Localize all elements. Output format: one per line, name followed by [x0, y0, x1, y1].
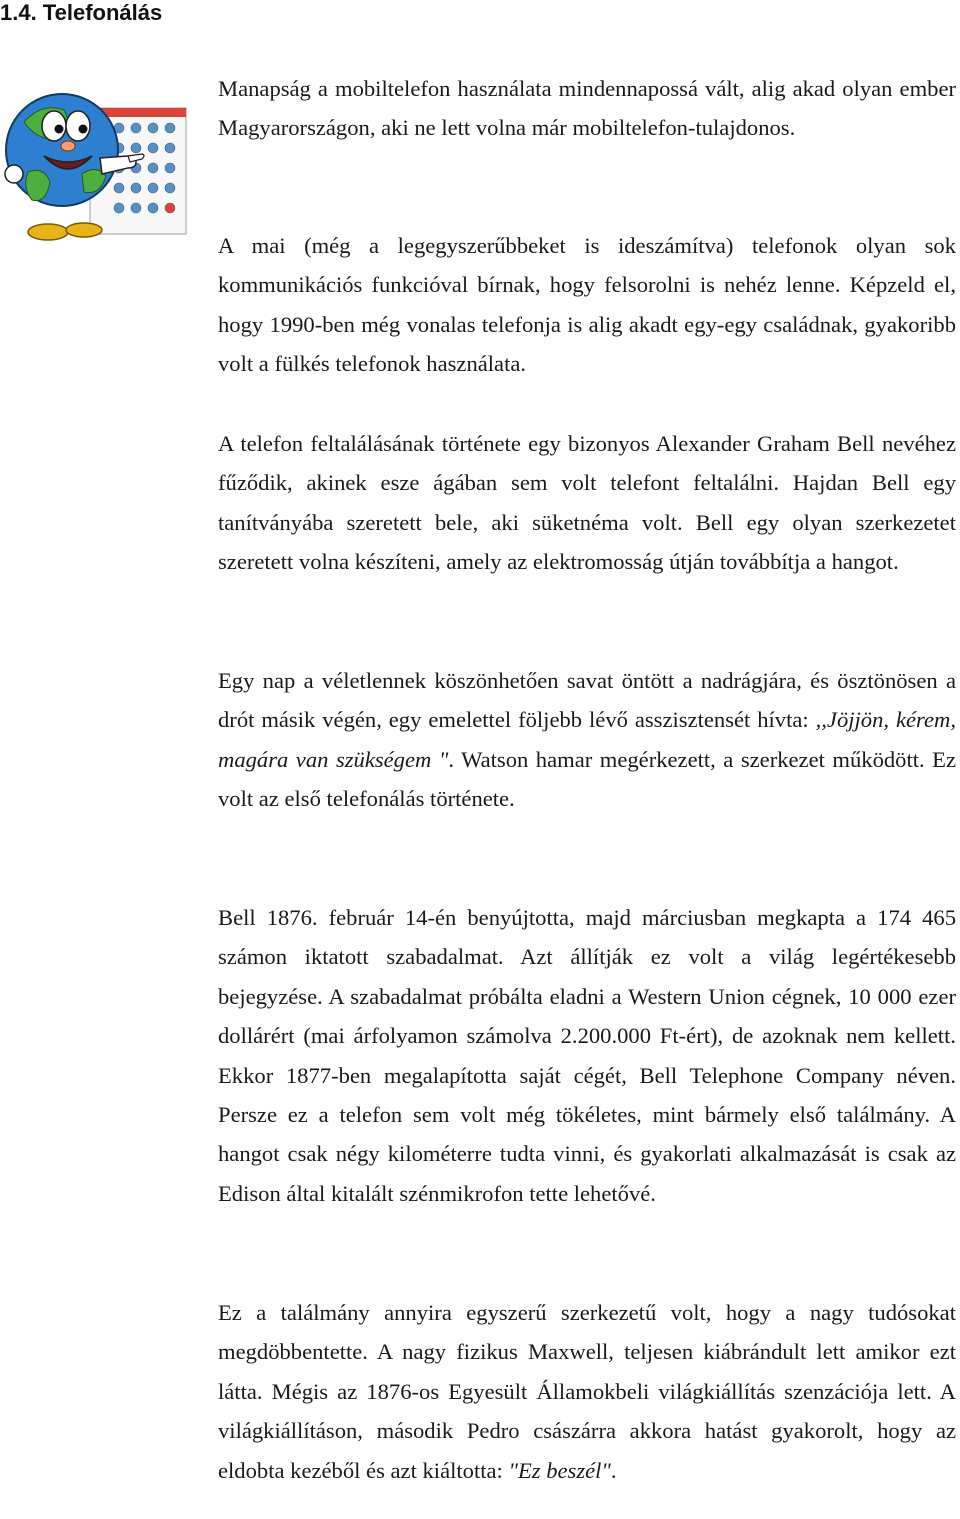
first-call-text-before: Egy nap a véletlennek köszönhetően savat öntött a nadrágjára, és ösztönösen a drót másik végén, egy emelettel följebb lévő asszisztensét hívta:: [218, 668, 956, 733]
paragraph-bell-history: A telefon feltalálásának története egy bizonyos Alexander Graham Bell nevéhez fűződik, akinek esze ágában sem volt telefont feltalálni. Hajdan Bell egy tanítványába szeretett bele, aki süketnéma volt. Bell egy olyan szerkezetet szeretett volna készíteni, amely az elektromosság útján továbbítja a hangot.: [218, 431, 956, 575]
world-fair-text-before: Ez a találmány annyira egyszerű szerkezetű volt, hogy a nagy tudósokat megdöbbentette. A nagy fizikus Maxwell, teljesen kiábrándult lett amikor ezt látta. Mégis az 1876-os Egyesült Államokbeli világkiállítás szenzációja lett. A világkiállításon, második Pedro császárra akkora hatást gyakorolt, hogy az eldobta kezéből és azt kiáltotta:: [218, 1300, 956, 1483]
world-fair-text-after: .: [610, 1457, 617, 1483]
paragraph-first-call: [218, 661, 956, 819]
first-call-quote: ,,Jöjjön, kérem, magára van szükségem ": [218, 707, 956, 772]
section-heading: 1.4. Telefonálás: [0, 0, 163, 25]
world-fair-quote: "Ez beszél": [508, 1457, 611, 1483]
paragraph-world-fair: [218, 1293, 956, 1490]
globe-mascot-icon: [4, 62, 190, 244]
paragraph-functions: A mai (még a legegyszerűbbeket is ideszámítva) telefonok olyan sok kommunikációs funkcióval bírnak, hogy felsorolni is nehéz lenne. Képzeld el, hogy 1990-ben még vonalas telefonja is alig akadt egy-egy családnak, gyakoribb volt a fülkés telefonok használata.: [218, 233, 956, 377]
paragraph-intro: Manapság a mobiltelefon használata mindennapossá vált, alig akad olyan ember Magyarországon, aki ne lett volna már mobiltelefon-tulajdonos.: [218, 76, 956, 141]
first-call-text-after: . Watson hamar megérkezett, a szerkezet működött. Ez volt az első telefonálás története.: [218, 746, 957, 812]
paragraph-patent: Bell 1876. február 14-én benyújtotta, majd márciusban megkapta a 174 465 számon iktatott szabadalmat. Azt állítják ez volt a világ legértékesebb bejegyzése. A szabadalmat próbálta eladni a Western Union cégnek, 10 000 ezer dollárért (mai árfolyamon számolva 2.200.000 Ft-ért), de azoknak nem kellett. Ekkor 1877-ben megalapította saját cégét, Bell Telephone Company néven. Persze ez a telefon sem volt még tökéletes, mint bármely első találmány. A hangot csak négy kilométerre tudta vinni, és gyakorlati alkalmazását is csak az Edison által kitalált szénmikrofon tette lehetővé.: [218, 905, 956, 1206]
